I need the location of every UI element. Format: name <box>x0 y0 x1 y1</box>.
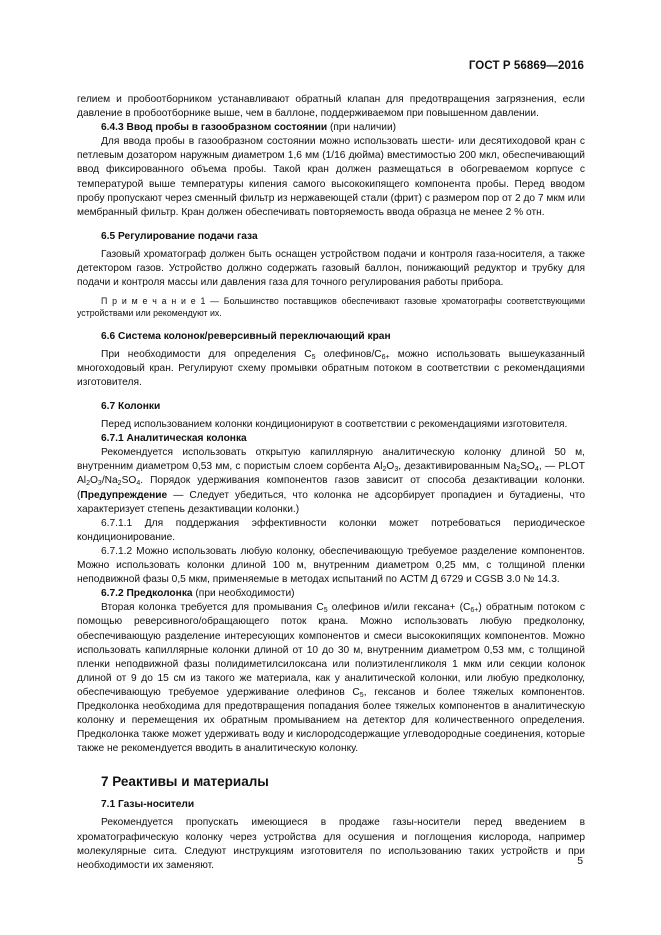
section-6-4-3-suffix: (при наличии) <box>327 122 397 134</box>
subscript: 4 <box>534 466 539 474</box>
text-run: , гексанов и более тяжелых компонентов. Предколонка необходима для предотвращения попадания более тяжелых компонентов в аналитическую колонку и перемещения их обратным промыванием на детектор для количественного определения. Предколонка также может удерживать воду и кислородсодержащие углеводородные соединения, которые также не рекомендуется вводить в аналитическую колонку. <box>77 686 585 755</box>
text-run: можно использовать вышеуказанный многоходовый кран. Регулируют схему промывки обратным потоком в соответствии с рекомендациями изготовителя. <box>77 348 585 388</box>
text-run: , — PLOT Al <box>77 461 585 487</box>
section-6-4-3-heading <box>77 121 585 135</box>
text-run: Вторая колонка требуется для промывания C <box>101 602 324 614</box>
section-7-1-title: 7.1 Газы-носители <box>101 799 195 811</box>
section-6-7-text: Перед использованием колонки кондиционируют в соответствии с рекомендациями изготовителя. <box>101 419 568 431</box>
section-6-6-text <box>77 348 585 390</box>
document-body <box>77 93 585 873</box>
text-run: O <box>89 475 98 487</box>
section-6-7-1-text <box>77 446 585 516</box>
section-6-4-3-title: 6.4.3 Ввод пробы в газообразном состоянии <box>101 122 328 134</box>
standard-code-header: ГОСТ Р 56869—2016 <box>468 60 584 72</box>
section-6-7-2-text <box>77 601 585 756</box>
text-run: — Следует убедиться, что колонка не адсорбирует пропадиен и бутадиены, что характеризует степень дезактивации колонки.) <box>77 489 585 515</box>
section-6-7-1-1-text: 6.7.1.1 Для поддержания эффективности колонки может потребоваться периодическое кондиционирование. <box>77 517 585 543</box>
subscript: 6+ <box>470 607 479 615</box>
section-6-6-title: 6.6 Система колонок/реверсивный переключающий кран <box>101 330 391 342</box>
section-6-5-title: 6.5 Регулирование подачи газа <box>101 230 258 242</box>
subscript: 2 <box>117 480 122 488</box>
subscript: 6+ <box>381 353 390 361</box>
subscript: 5 <box>359 691 364 699</box>
text-run: олефинов/C <box>315 348 382 360</box>
subscript: 3 <box>394 466 399 474</box>
warning-label: Предупреждение <box>80 489 168 501</box>
subscript: 4 <box>136 480 141 488</box>
text-run: ) обратным потоком с помощью реверсивного/обращающего поток крана. Можно использовать любую предколонку, обеспечивающую разделение интересующих компонентов и смеси высококипящих компонентов. Можно использовать капиллярные колонки длиной от 10 до 30 м, внутренним диаметром 0,53 мм, с толщиной пленки неподвижной фазы полидиметилсилоксана или полиэтиленгликоля 1 мкм или секции колонок длиной от 9 до 15 см из такого же материала, как у аналитической колонки, или любую предколонку, обеспечивающую требуемое удерживание олефинов C <box>77 602 585 698</box>
section-6-7-1-2-text: 6.7.1.2 Можно использовать любую колонку, обеспечивающую требуемое разделение компонентов. Можно использовать колонки длиной 100 м, внутренним диаметром 0,25 мм, с толщиной пленки неподвижной фазы 0,5 мкм, применяемые в методах испытаний по АСТМ Д 6729 и CGSB 3.0 № 14.3. <box>77 545 585 586</box>
page-number: 5 <box>577 856 583 867</box>
subscript: 5 <box>311 353 316 361</box>
subscript: 3 <box>97 480 102 488</box>
subscript: 2 <box>516 466 521 474</box>
text-run: олефинов и/или гексана+ (C <box>327 602 471 614</box>
section-6-7-2-heading <box>77 587 585 601</box>
section-7-1-text: Рекомендуется пропускать имеющиеся в продаже газы-носители перед введением в хроматографическую колонку через устройства для осушения и поглощения кислорода, например молекулярные сита. Следуют инструкциям изготовителя по использованию таких устройств и при необходимости их заменяют. <box>77 817 585 871</box>
text-run: Рекомендуется использовать открытую капиллярную аналитическую колонку длиной 50 м, внутренним диаметром 0,53 мм, с пористым слоем сорбента Al <box>77 447 585 473</box>
text-run: O <box>386 461 395 473</box>
section-7-title: 7 Реактивы и материалы <box>101 774 269 790</box>
subscript: 5 <box>323 607 328 615</box>
text-run: . Порядок удерживания компонентов газов зависит от способа дезактивации колонки. ( <box>77 475 585 501</box>
section-6-7-title: 6.7 Колонки <box>101 401 161 412</box>
text-run: При необходимости для определения C <box>101 348 312 360</box>
text-run: /Na <box>101 475 118 487</box>
intro-paragraph: гелием и пробоотборником устанавливают обратный клапан для предотвращения загрязнения, если давление в пробоотборнике выше, чем в баллоне, поддерживаемом при повышенном давлении. <box>77 94 585 120</box>
text-run: , дезактивированным Na <box>398 461 517 473</box>
subscript: 2 <box>86 480 90 488</box>
text-run: SO <box>121 475 137 487</box>
text-run: SO <box>520 461 535 473</box>
section-6-5-text: Газовый хроматограф должен быть оснащен устройством подачи и контроля газа-носителя, а также детектором газов. Устройство должно содержать газовый баллон, понижающий редуктор и трубку для подачи и контроля массы или давления газа для точного регулирования работы прибора. <box>77 248 585 289</box>
section-6-4-3-text: Для ввода пробы в газообразном состоянии можно использовать шести- или десятиходовой кран с петлевым дозатором наружным диаметром 1,6 мм (1/16 дюйма) вместимостью 200 мкл, обеспечивающий ввод фиксированного объема пробы. Такой кран должен размещаться в обогреваемом корпусе с температурой выше температуры кипения самого высококипящего компонента пробы. Перед вводом пробу пропускают через сменный фильтр из нержавеющей стали (фрит) с размером пор от 2 до 7 мкм или мембранный фильтр. Кран должен обеспечивать повторяемость ввода образца не менее 2 % отн. <box>77 136 586 218</box>
section-6-5-note: П р и м е ч а н и е 1 — Большинство поставщиков обеспечивают газовые хроматографы соответствующими устройствами или рекомендуют их. <box>77 296 585 319</box>
section-6-7-2-suffix: (при необходимости) <box>192 588 295 600</box>
section-6-7-1-title: 6.7.1 Аналитическая колонка <box>101 433 247 445</box>
section-6-7-2-title: 6.7.2 Предколонка <box>101 588 193 600</box>
subscript: 2 <box>382 466 387 474</box>
